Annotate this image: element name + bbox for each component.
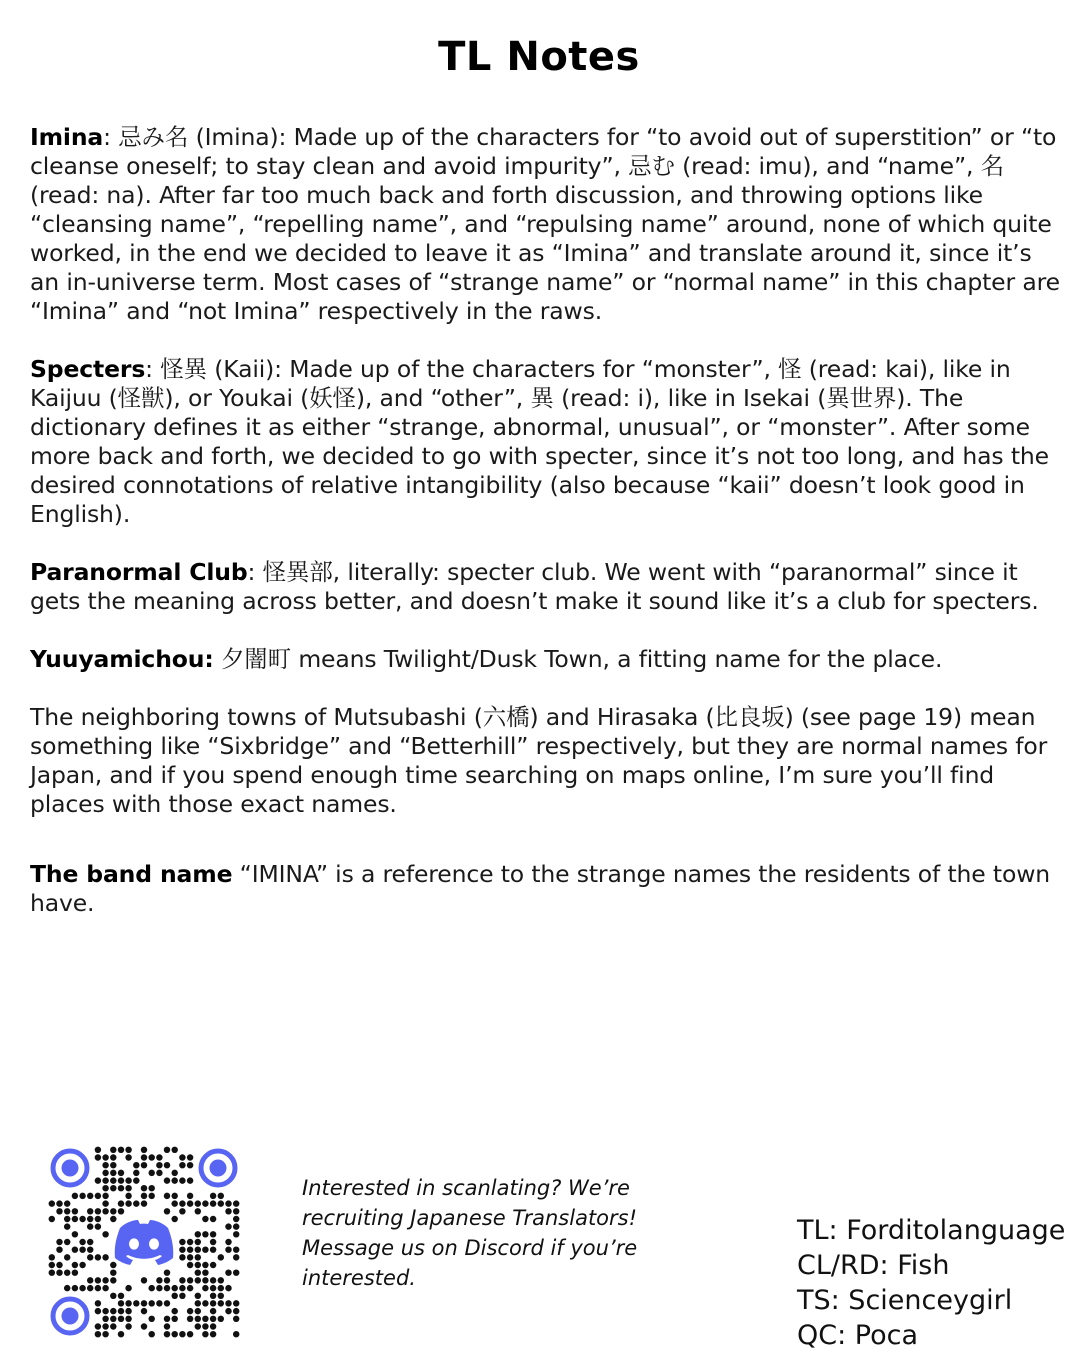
qr-module xyxy=(102,1170,108,1176)
qr-module xyxy=(64,1216,70,1222)
qr-module xyxy=(118,1293,124,1299)
notes-section xyxy=(30,123,1060,947)
qr-module xyxy=(72,1285,78,1291)
note-yuuyamichou xyxy=(30,645,1060,674)
qr-module xyxy=(156,1300,162,1306)
qr-module xyxy=(179,1177,185,1183)
qr-module xyxy=(110,1316,116,1322)
qr-module xyxy=(125,1147,131,1153)
qr-module xyxy=(171,1293,177,1299)
qr-module xyxy=(49,1216,55,1222)
qr-module xyxy=(56,1269,62,1275)
qr-module xyxy=(210,1231,216,1237)
qr-module xyxy=(141,1300,147,1306)
qr-module xyxy=(225,1269,231,1275)
qr-module xyxy=(102,1254,108,1260)
qr-module xyxy=(233,1208,239,1214)
discord-qr-code[interactable] xyxy=(48,1146,240,1338)
qr-module xyxy=(225,1308,231,1314)
qr-module xyxy=(187,1254,193,1260)
qr-module xyxy=(72,1193,78,1199)
qr-module xyxy=(148,1285,154,1291)
qr-module xyxy=(87,1254,93,1260)
qr-module xyxy=(195,1239,201,1245)
qr-module xyxy=(64,1208,70,1214)
qr-module xyxy=(102,1162,108,1168)
qr-module xyxy=(102,1323,108,1329)
qr-module xyxy=(210,1277,216,1283)
qr-module xyxy=(164,1323,170,1329)
qr-module xyxy=(141,1162,147,1168)
qr-module xyxy=(179,1200,185,1206)
qr-module xyxy=(141,1200,147,1206)
qr-module xyxy=(72,1216,78,1222)
qr-module xyxy=(95,1216,101,1222)
qr-module xyxy=(102,1193,108,1199)
qr-module xyxy=(179,1254,185,1260)
qr-module xyxy=(179,1285,185,1291)
qr-module xyxy=(64,1223,70,1229)
qr-module xyxy=(110,1216,116,1222)
recruitment-message xyxy=(302,1173,682,1293)
qr-module xyxy=(56,1200,62,1206)
qr-module xyxy=(210,1316,216,1322)
qr-module xyxy=(64,1269,70,1275)
qr-module xyxy=(95,1154,101,1160)
qr-module xyxy=(195,1200,201,1206)
qr-module xyxy=(102,1316,108,1322)
qr-module xyxy=(87,1239,93,1245)
qr-module xyxy=(210,1193,216,1199)
credit-cleaner-redrawer: CL/RD: Fish xyxy=(797,1250,950,1281)
qr-module xyxy=(64,1254,70,1260)
qr-module xyxy=(133,1162,139,1168)
qr-module xyxy=(171,1147,177,1153)
qr-module xyxy=(95,1223,101,1229)
qr-module xyxy=(179,1208,185,1214)
qr-module xyxy=(202,1246,208,1252)
qr-module xyxy=(218,1300,224,1306)
qr-module xyxy=(195,1208,201,1214)
qr-module xyxy=(95,1300,101,1306)
qr-module xyxy=(210,1239,216,1245)
note-text: : 怪異 (Kaii): Made up of the characters for “monster”, 怪 (read: kai), like in Kaijuu (怪獣), or Youkai (妖怪), and “other”, 異 (read: i), like in Isekai (異世界). The dictionary defines it as either “strange, abnormal, unusual”, or “monster”. After some more back and forth, we decided to go with specter, since it’s not too long, and has the desired connotations of relative intangibility (also because “kaii” doesn’t look good in English). xyxy=(30,355,1049,528)
qr-module xyxy=(179,1154,185,1160)
note-text: 夕闇町 means Twilight/Dusk Town, a fitting name for the place. xyxy=(213,645,943,673)
qr-module xyxy=(148,1170,154,1176)
qr-module xyxy=(64,1285,70,1291)
qr-module xyxy=(102,1277,108,1283)
qr-module xyxy=(171,1308,177,1314)
qr-module xyxy=(102,1285,108,1291)
qr-module xyxy=(87,1193,93,1199)
qr-module xyxy=(210,1200,216,1206)
qr-module xyxy=(110,1162,116,1168)
qr-module xyxy=(133,1177,139,1183)
qr-module xyxy=(171,1331,177,1337)
qr-module xyxy=(125,1300,131,1306)
qr-module xyxy=(49,1254,55,1260)
qr-module xyxy=(79,1246,85,1252)
note-term: Imina xyxy=(30,123,104,151)
qr-module xyxy=(202,1323,208,1329)
qr-module xyxy=(72,1246,78,1252)
qr-module xyxy=(195,1269,201,1275)
qr-module xyxy=(110,1177,116,1183)
qr-module xyxy=(202,1331,208,1337)
qr-module xyxy=(195,1316,201,1322)
qr-module xyxy=(118,1200,124,1206)
qr-module xyxy=(225,1208,231,1214)
qr-module xyxy=(102,1154,108,1160)
qr-module xyxy=(210,1331,216,1337)
qr-module xyxy=(210,1216,216,1222)
discord-icon xyxy=(110,1208,178,1276)
qr-module xyxy=(164,1269,170,1275)
qr-module xyxy=(118,1316,124,1322)
qr-module xyxy=(218,1200,224,1206)
note-text: : 忌み名 (Imina): Made up of the characters for “to avoid out of superstition” or “to cleanse oneself; to stay clean and avoid impurity”, 忌む (read: imu), and “name”, 名 (read: na). After far too much back and forth discussion, and throwing options like “cleansing name”, “repelling name”, and “repulsing name” around, none of which quite worked, in the end we decided to leave it as “Imina” and translate around it, since it’s an in-universe term. Most cases of “strange name” or “normal name” in this chapter are “Imina” and “not Imina” respectively in the raws. xyxy=(30,123,1060,325)
qr-module xyxy=(164,1300,170,1306)
qr-module xyxy=(102,1208,108,1214)
qr-module xyxy=(125,1193,131,1199)
qr-module xyxy=(110,1208,116,1214)
qr-module xyxy=(202,1277,208,1283)
qr-module xyxy=(118,1331,124,1337)
qr-module xyxy=(72,1231,78,1237)
qr-module xyxy=(210,1285,216,1291)
qr-module xyxy=(195,1262,201,1268)
recruit-line: recruiting Japanese Translators! xyxy=(302,1206,638,1230)
note-text: : 怪異部, literally: specter club. We went with “paranormal” since it gets the meaning across better, and doesn’t make it sound like it’s a club for specters. xyxy=(30,558,1039,615)
qr-module xyxy=(171,1200,177,1206)
qr-module xyxy=(148,1316,154,1322)
qr-module xyxy=(79,1193,85,1199)
qr-module xyxy=(87,1223,93,1229)
qr-module xyxy=(225,1285,231,1291)
qr-finder-top-right xyxy=(201,1151,235,1185)
qr-module xyxy=(225,1300,231,1306)
qr-module xyxy=(202,1269,208,1275)
qr-module xyxy=(125,1308,131,1314)
qr-module xyxy=(179,1277,185,1283)
qr-module xyxy=(171,1170,177,1176)
qr-module xyxy=(87,1208,93,1214)
qr-module xyxy=(64,1239,70,1245)
qr-module xyxy=(148,1331,154,1337)
qr-module xyxy=(187,1162,193,1168)
qr-module xyxy=(225,1223,231,1229)
qr-module xyxy=(164,1277,170,1283)
note-neighboring-towns xyxy=(30,703,1060,819)
qr-module xyxy=(95,1331,101,1337)
qr-module xyxy=(72,1208,78,1214)
qr-module xyxy=(125,1185,131,1191)
qr-module xyxy=(202,1262,208,1268)
qr-module xyxy=(79,1285,85,1291)
qr-module xyxy=(187,1177,193,1183)
qr-module xyxy=(164,1316,170,1322)
qr-module xyxy=(118,1185,124,1191)
qr-module xyxy=(164,1285,170,1291)
qr-module xyxy=(202,1285,208,1291)
qr-module xyxy=(102,1231,108,1237)
qr-module xyxy=(164,1177,170,1183)
page-title: TL Notes xyxy=(438,34,640,80)
qr-module xyxy=(210,1246,216,1252)
qr-module xyxy=(164,1193,170,1199)
qr-module xyxy=(225,1246,231,1252)
qr-module xyxy=(171,1193,177,1199)
qr-module xyxy=(118,1177,124,1183)
qr-module xyxy=(233,1216,239,1222)
qr-module xyxy=(202,1316,208,1322)
qr-module xyxy=(95,1323,101,1329)
qr-finder-top-left xyxy=(53,1151,87,1185)
qr-module xyxy=(233,1331,239,1337)
qr-module xyxy=(56,1208,62,1214)
qr-module xyxy=(171,1177,177,1183)
qr-module xyxy=(72,1262,78,1268)
qr-module xyxy=(156,1154,162,1160)
qr-module xyxy=(156,1285,162,1291)
qr-module xyxy=(164,1208,170,1214)
qr-module xyxy=(164,1331,170,1337)
qr-module xyxy=(110,1293,116,1299)
qr-module xyxy=(233,1308,239,1314)
qr-module xyxy=(110,1154,116,1160)
qr-module xyxy=(233,1300,239,1306)
qr-module xyxy=(79,1216,85,1222)
qr-module xyxy=(218,1293,224,1299)
qr-module xyxy=(110,1323,116,1329)
qr-module xyxy=(187,1308,193,1314)
qr-module xyxy=(156,1162,162,1168)
qr-module xyxy=(179,1246,185,1252)
qr-module xyxy=(187,1285,193,1291)
qr-module xyxy=(218,1316,224,1322)
recruit-line: interested. xyxy=(302,1266,416,1290)
qr-module xyxy=(179,1293,185,1299)
note-specters xyxy=(30,355,1060,529)
qr-module xyxy=(195,1277,201,1283)
qr-module xyxy=(87,1277,93,1283)
qr-module xyxy=(195,1231,201,1237)
recruit-line: Interested in scanlating? We’re xyxy=(302,1176,630,1200)
qr-module xyxy=(187,1200,193,1206)
qr-module xyxy=(202,1216,208,1222)
qr-module xyxy=(171,1216,177,1222)
qr-module xyxy=(233,1269,239,1275)
qr-module xyxy=(210,1308,216,1314)
qr-module xyxy=(125,1323,131,1329)
qr-module xyxy=(95,1308,101,1314)
qr-module xyxy=(179,1331,185,1337)
qr-module xyxy=(56,1246,62,1252)
qr-module xyxy=(102,1200,108,1206)
qr-module xyxy=(187,1154,193,1160)
qr-module xyxy=(102,1177,108,1183)
qr-module xyxy=(118,1208,124,1214)
qr-module xyxy=(87,1285,93,1291)
qr-module xyxy=(125,1285,131,1291)
qr-module xyxy=(195,1293,201,1299)
qr-module xyxy=(110,1277,116,1283)
qr-module xyxy=(102,1331,108,1337)
qr-module xyxy=(102,1185,108,1191)
qr-module xyxy=(87,1246,93,1252)
qr-module xyxy=(148,1193,154,1199)
qr-module xyxy=(125,1154,131,1160)
qr-module xyxy=(233,1200,239,1206)
qr-module xyxy=(125,1200,131,1206)
qr-module xyxy=(141,1193,147,1199)
qr-module xyxy=(187,1193,193,1199)
qr-module xyxy=(218,1277,224,1283)
qr-module xyxy=(95,1208,101,1214)
qr-module xyxy=(102,1308,108,1314)
qr-module xyxy=(56,1239,62,1245)
qr-module xyxy=(202,1231,208,1237)
qr-module xyxy=(95,1285,101,1291)
qr-module xyxy=(133,1200,139,1206)
qr-module xyxy=(49,1269,55,1275)
qr-module xyxy=(72,1269,78,1275)
qr-module xyxy=(141,1323,147,1329)
qr-module xyxy=(95,1177,101,1183)
qr-module xyxy=(118,1147,124,1153)
note-term: Specters xyxy=(30,355,146,383)
qr-module xyxy=(218,1254,224,1260)
qr-module xyxy=(233,1246,239,1252)
qr-module xyxy=(110,1185,116,1191)
qr-module xyxy=(210,1323,216,1329)
qr-module xyxy=(49,1262,55,1268)
qr-module xyxy=(133,1170,139,1176)
qr-module xyxy=(202,1200,208,1206)
qr-module xyxy=(210,1300,216,1306)
qr-module xyxy=(110,1262,116,1268)
qr-module xyxy=(187,1246,193,1252)
qr-module xyxy=(95,1193,101,1199)
qr-module xyxy=(79,1262,85,1268)
qr-finder-bottom-left xyxy=(53,1299,87,1333)
qr-module xyxy=(118,1308,124,1314)
qr-module xyxy=(110,1308,116,1314)
qr-module xyxy=(110,1269,116,1275)
qr-module xyxy=(95,1147,101,1153)
qr-module xyxy=(195,1308,201,1314)
qr-module xyxy=(141,1277,147,1283)
qr-module xyxy=(118,1300,124,1306)
qr-module xyxy=(171,1285,177,1291)
note-paranormal-club xyxy=(30,558,1060,616)
qr-module xyxy=(125,1177,131,1183)
qr-module xyxy=(141,1308,147,1314)
qr-module xyxy=(233,1254,239,1260)
qr-module xyxy=(133,1300,139,1306)
qr-module xyxy=(195,1300,201,1306)
qr-module xyxy=(202,1300,208,1306)
qr-module xyxy=(148,1154,154,1160)
qr-module xyxy=(87,1216,93,1222)
qr-module xyxy=(156,1277,162,1283)
qr-module xyxy=(148,1185,154,1191)
qr-module xyxy=(141,1185,147,1191)
qr-module xyxy=(187,1331,193,1337)
qr-module xyxy=(125,1316,131,1322)
qr-module xyxy=(225,1239,231,1245)
qr-module xyxy=(218,1285,224,1291)
note-text: “IMINA” is a reference to the strange names the residents of the town have. xyxy=(30,860,1051,917)
qr-module xyxy=(164,1147,170,1153)
qr-module xyxy=(95,1254,101,1260)
qr-module xyxy=(141,1147,147,1153)
qr-module xyxy=(171,1316,177,1322)
credits xyxy=(797,1213,1067,1353)
note-term: The band name xyxy=(30,860,233,888)
qr-module xyxy=(118,1170,124,1176)
qr-module xyxy=(79,1239,85,1245)
note-band-name xyxy=(30,860,1060,918)
note-term: Paranormal Club xyxy=(30,558,248,586)
note-imina xyxy=(30,123,1060,326)
qr-module xyxy=(110,1147,116,1153)
qr-module xyxy=(195,1246,201,1252)
qr-module xyxy=(179,1239,185,1245)
qr-module xyxy=(95,1277,101,1283)
qr-module xyxy=(210,1293,216,1299)
qr-module xyxy=(233,1316,239,1322)
qr-module xyxy=(148,1300,154,1306)
qr-module xyxy=(141,1154,147,1160)
qr-module xyxy=(164,1162,170,1168)
note-text: The neighboring towns of Mutsubashi (六橋) and Hirasaka (比良坂) (see page 19) mean something like “Sixbridge” and “Betterhill” respectively, but they are normal names for Japan, and if you spend enough time searching on maps online, I’m sure you’ll find places with those exact names. xyxy=(30,703,1048,818)
qr-module xyxy=(195,1254,201,1260)
qr-module xyxy=(156,1170,162,1176)
note-term: Yuuyamichou: xyxy=(30,645,214,673)
qr-module xyxy=(210,1262,216,1268)
qr-module xyxy=(218,1193,224,1199)
qr-module xyxy=(187,1277,193,1283)
qr-module xyxy=(233,1231,239,1237)
qr-module xyxy=(187,1316,193,1322)
credit-translator: TL: Forditolanguage xyxy=(797,1215,1066,1246)
qr-module xyxy=(56,1262,62,1268)
qr-module xyxy=(233,1223,239,1229)
qr-module xyxy=(49,1200,55,1206)
qr-module xyxy=(195,1323,201,1329)
credit-quality-checker: QC: Poca xyxy=(797,1320,919,1351)
qr-module xyxy=(64,1200,70,1206)
qr-module xyxy=(187,1239,193,1245)
qr-module xyxy=(187,1262,193,1268)
qr-module xyxy=(110,1170,116,1176)
qr-module xyxy=(225,1200,231,1206)
qr-module xyxy=(179,1162,185,1168)
credit-typesetter: TS: Scienceygirl xyxy=(797,1285,1013,1316)
recruit-line: Message us on Discord if you’re xyxy=(302,1236,638,1260)
